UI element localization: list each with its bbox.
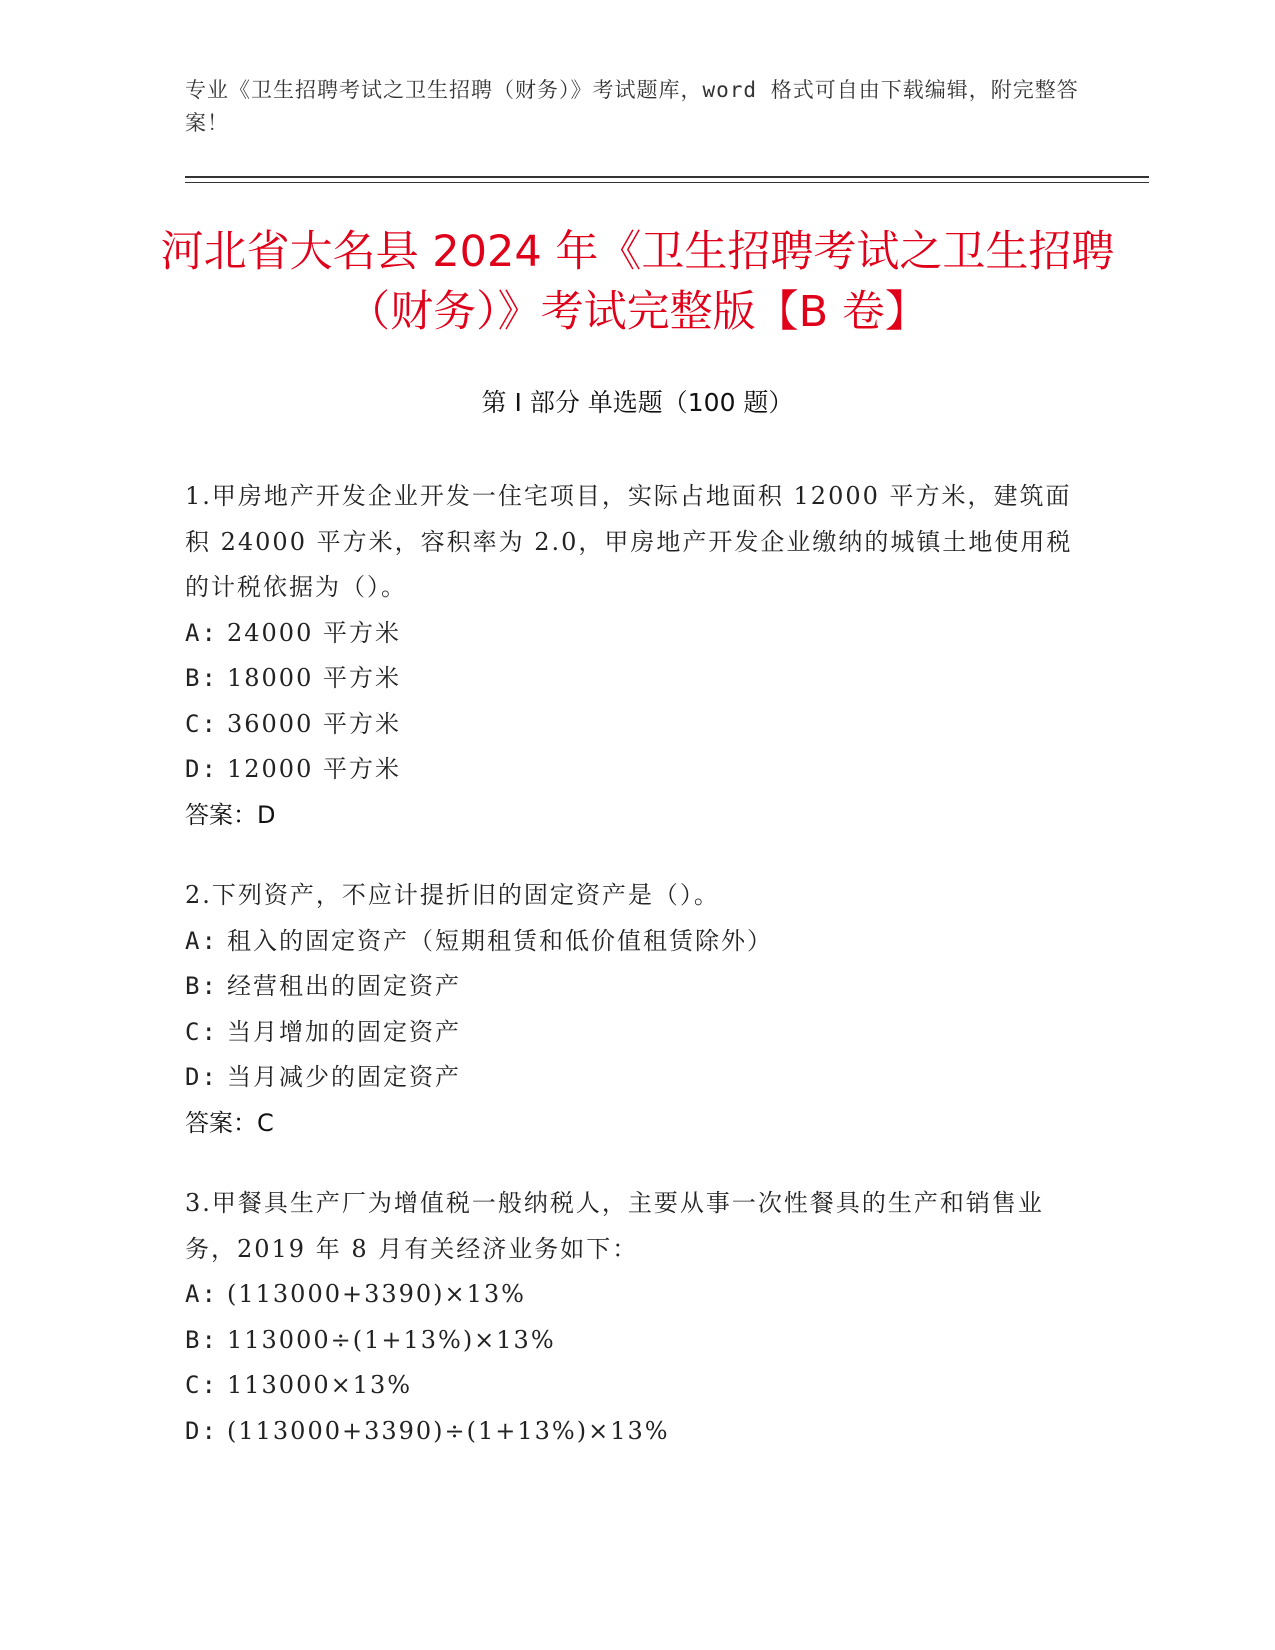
option-d <box>185 747 1085 793</box>
option-text: 经营租出的固定资产 <box>227 972 461 1000</box>
option-d <box>185 1055 1085 1101</box>
answer-label: 答案：C <box>185 1108 274 1137</box>
option-key: A: <box>185 618 218 647</box>
header-divider-thin <box>185 182 1149 183</box>
option-a <box>185 919 1085 965</box>
option-key: C: <box>185 1371 218 1399</box>
option-text: 12000 平方米 <box>227 755 401 783</box>
option-key: C: <box>185 1017 218 1046</box>
option-text: 当月增加的固定资产 <box>227 1017 461 1046</box>
option-text: 113000×13% <box>227 1371 413 1399</box>
option-text: 113000÷(1+13%)×13% <box>227 1325 556 1354</box>
option-text: (113000+3390)×13% <box>227 1280 526 1308</box>
option-key: B: <box>185 972 218 1000</box>
option-text: 租入的固定资产（短期租赁和低价值租赁除外） <box>227 926 773 955</box>
option-key: D: <box>185 1416 218 1445</box>
header-note: 专业《卫生招聘考试之卫生招聘（财务）》考试题库，word 格式可自由下载编辑，附完整答案！ <box>185 78 1079 135</box>
section-heading: 第 I 部分 单选题（100 题） <box>481 388 794 417</box>
option-text: 24000 平方米 <box>227 618 401 647</box>
option-d <box>185 1409 1085 1455</box>
option-text: 36000 平方米 <box>227 709 401 738</box>
option-b <box>185 656 1085 702</box>
option-a <box>185 1272 1085 1318</box>
question-stem: 1.甲房地产开发企业开发一住宅项目，实际占地面积 12000 平方米，建筑面积 24000 平方米，容积率为 2.0，甲房地产开发企业缴纳的城镇土地使用税的计税依据为（）。 <box>185 482 1073 601</box>
option-text: (113000+3390)÷(1+13%)×13% <box>227 1416 670 1445</box>
option-key: A: <box>185 1280 218 1308</box>
option-text: 当月减少的固定资产 <box>227 1063 461 1091</box>
option-key: D: <box>185 755 218 783</box>
option-key: D: <box>185 1063 218 1091</box>
option-b <box>185 964 1085 1010</box>
option-c <box>185 1363 1085 1409</box>
option-key: B: <box>185 664 218 692</box>
question-stem: 3.甲餐具生产厂为增值税一般纳税人，主要从事一次性餐具的生产和销售业务，2019 年 8 月有关经济业务如下： <box>185 1189 1044 1263</box>
question-3 <box>185 1181 1085 1454</box>
document-title: 河北省大名县 2024 年《卫生招聘考试之卫生招聘（财务）》考试完整版【B 卷】 <box>160 227 1115 337</box>
option-a <box>185 611 1085 657</box>
option-key: B: <box>185 1325 218 1354</box>
question-1 <box>185 474 1085 838</box>
option-c <box>185 702 1085 748</box>
option-text: 18000 平方米 <box>227 664 401 692</box>
question-list <box>185 474 1085 1489</box>
question-stem: 2.下列资产，不应计提折旧的固定资产是（）。 <box>185 881 720 909</box>
option-c <box>185 1010 1085 1056</box>
option-key: C: <box>185 709 218 738</box>
answer-label: 答案：D <box>185 800 276 829</box>
option-key: A: <box>185 926 218 955</box>
header-divider-thick <box>185 176 1149 178</box>
question-2 <box>185 873 1085 1146</box>
option-b <box>185 1318 1085 1364</box>
